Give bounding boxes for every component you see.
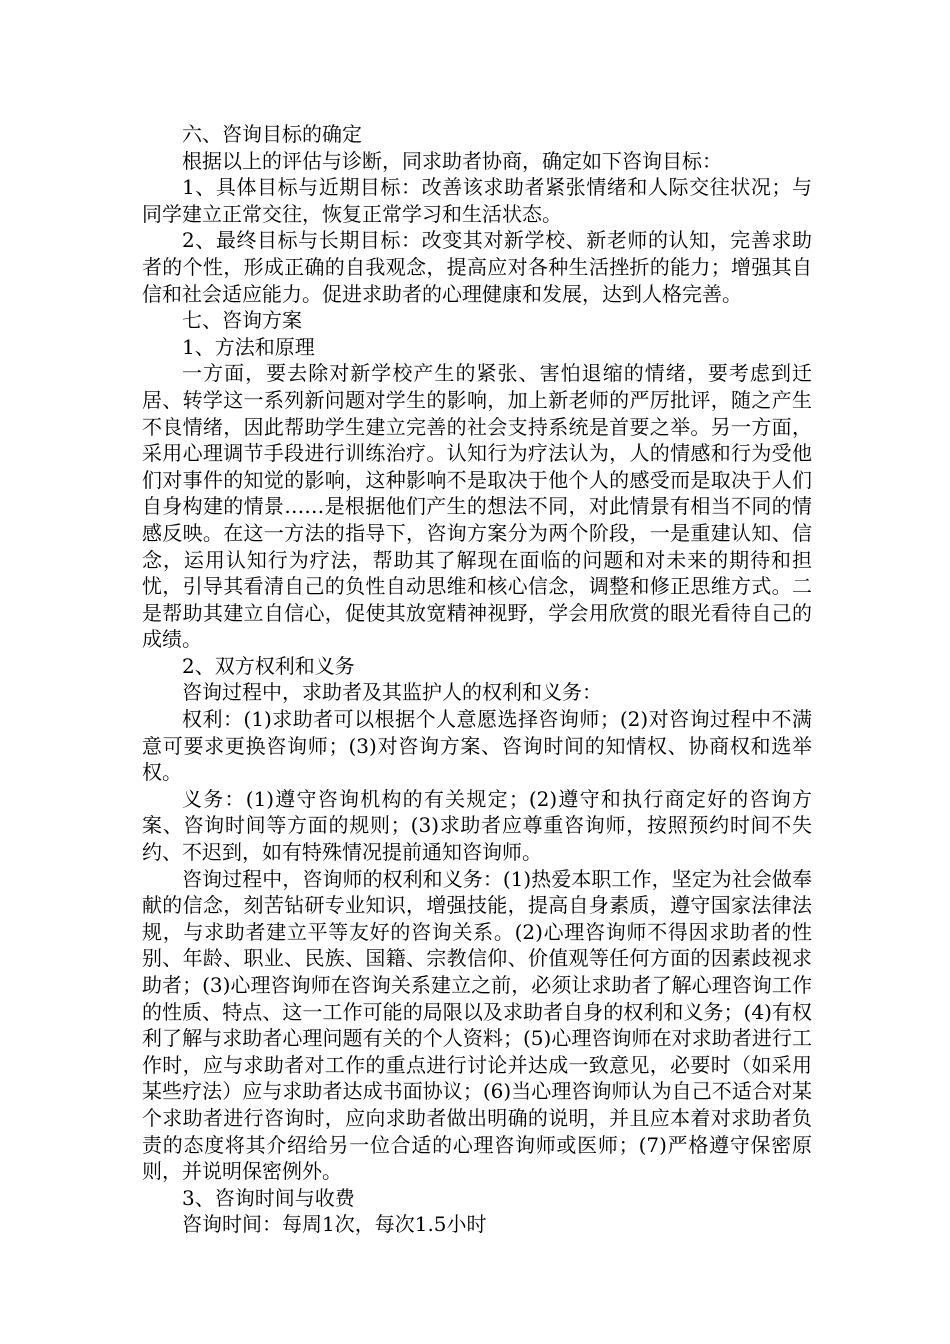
client-duties-paragraph: 义务：(1)遵守咨询机构的有关规定；(2)遵守和执行商定好的咨询方案、咨询时间等方面的规则；(3)求助者应尊重咨询师，按照预约时间不失约、不迟到，如有特殊情况提前通知咨询师。 <box>142 786 812 865</box>
consult-time-line: 咨询时间：每周1次，每次1.5小时 <box>182 1212 487 1237</box>
section-6-heading: 六、咨询目标的确定 <box>182 122 362 146</box>
section-6-intro: 根据以上的评估与诊断，同求助者协商，确定如下咨询目标： <box>182 148 722 173</box>
section-7-heading: 七、咨询方案 <box>182 308 302 333</box>
goal-2-paragraph: 2、最终目标与长期目标：改变其对新学校、新老师的认知，完善求助者的个性，形成正确的自我观念，提高应对各种生活挫折的能力；增强其自信和社会适应能力。促进求助者的心理健康和发展，达到人格完善。 <box>142 228 812 306</box>
counselor-rights-paragraph: 咨询过程中，咨询师的权利和义务：(1)热爱本职工作，坚定为社会做奉献的信念，刻苦钻研专业知识，增强技能，提高自身素质，遵守国家法律法规，与求助者建立平等友好的咨询关系。(2)心理咨询师不得因求助者的性别、年龄、职业、民族、国籍、宗教信仰、价值观等任何方面的因素歧视求助者；(3)心理咨询师在咨询关系建立之前，必须让求助者了解心理咨询工作的性质、特点、这一工作可能的局限以及求助者自身的权利和义务；(4)有权利了解与求助者心理问题有关的个人资料；(5)心理咨询师在对求助者进行工作时，应与求助者对工作的重点进行讨论并达成一致意见，必要时（如采用某些疗法）应与求助者达成书面协议；(6)当心理咨询师认为自己不适合对某个求助者进行咨询时，应向求助者做出明确的说明，并且应本着对求助者负责的态度将其介绍给另一位合适的心理咨询师或医师；(7)严格遵守保密原则，并说明保密例外。 <box>142 866 812 1184</box>
method-paragraph: 一方面，要去除对新学校产生的紧张、害怕退缩的情绪，要考虑到迁居、转学这一系列新问题对学生的影响，加上新老师的严厉批评，随之产生不良情绪，因此帮助学生建立完善的社会支持系统是首要之举。另一方面，采用心理调节手段进行训练治疗。认知行为疗法认为，人的情感和行为受他们对事件的知觉的影响，这种影响不是取决于他个人的感受而是取决于人们自身构建的情景……是根据他们产生的想法不同，对此情景有相当不同的情感反映。在这一方法的指导下，咨询方案分为两个阶段，一是重建认知、信念，运用认知行为疗法，帮助其了解现在面临的问题和对未来的期待和担忧，引导其看清自己的负性自动思维和核心信念，调整和修正思维方式。二是帮助其建立自信心，促使其放宽精神视野，学会用欣赏的眼光看待自己的成绩。 <box>142 361 812 652</box>
method-heading: 1、方法和原理 <box>182 334 315 359</box>
client-rights-intro: 咨询过程中，求助者及其监护人的权利和义务： <box>182 680 602 705</box>
goal-1-paragraph: 1、具体目标与近期目标：改善该求助者紧张情绪和人际交往状况；与同学建立正常交往，恢复正常学习和生活状态。 <box>142 175 812 226</box>
client-rights-paragraph: 权利：(1)求助者可以根据个人意愿选择咨询师；(2)对咨询过程中不满意可要求更换咨询师；(3)对咨询方案、咨询时间的知情权、协商权和选举权。 <box>142 707 812 785</box>
document-page <box>142 121 812 1238</box>
time-fee-heading: 3、咨询时间与收费 <box>182 1185 355 1210</box>
rights-duties-heading: 2、双方权利和义务 <box>182 653 355 678</box>
